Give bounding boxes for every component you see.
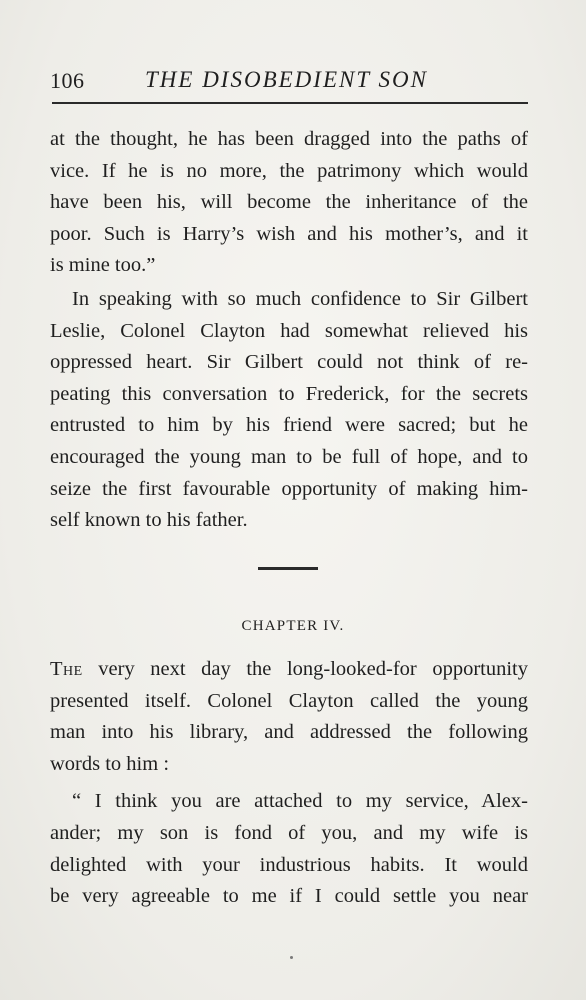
text-line: “ I think you are attached to my service, Alex-	[72, 790, 528, 813]
text-line: oppressed heart. Sir Gilbert could not think of re-	[50, 351, 528, 374]
text-line: poor. Such is Harry’s wish and his mother’s, and it	[50, 222, 528, 245]
text-line: entrusted to him by his friend were sacred; but he	[50, 414, 528, 437]
chapter-divider	[258, 567, 318, 570]
text-line: delighted with your industrious habits. It would	[50, 853, 528, 876]
header-rule	[52, 102, 528, 104]
text-line: In speaking with so much confidence to Sir Gilbert	[72, 288, 528, 310]
paragraph-2	[50, 284, 528, 537]
paragraph-1	[50, 124, 528, 282]
chapter-heading: CHAPTER IV.	[241, 618, 345, 634]
page-number: 106	[50, 68, 85, 93]
text-line: ander; my son is fond of you, and my wife is	[50, 821, 528, 844]
text-line: encouraged the young man to be full of hope, and to	[50, 445, 528, 468]
text-line: self known to his father.	[50, 509, 248, 532]
text-line: have been his, will become the inheritance of the	[50, 191, 528, 214]
text-line: is mine too.”	[50, 254, 156, 277]
running-title: THE DISOBEDIENT SON	[145, 67, 428, 92]
text-line: man into his library, and addressed the following	[50, 721, 528, 744]
drop-word: The	[50, 658, 83, 680]
chapter-text	[50, 654, 528, 913]
text-line: presented itself. Colonel Clayton called the young	[50, 689, 528, 712]
text-line: words to him :	[50, 752, 170, 775]
text-line-opening	[50, 654, 528, 686]
opening-line-rest: very next day the long-looked-for opportunity	[82, 658, 528, 680]
text-line: be very agreeable to me if I could settle you near	[50, 885, 528, 908]
text-line: vice. If he is no more, the patrimony which would	[50, 159, 528, 182]
text-line: at the thought, he has been dragged into the paths of	[50, 128, 528, 150]
text-line: Leslie, Colonel Clayton had somewhat relieved his	[50, 319, 528, 342]
text-line: peating this conversation to Frederick, for the secrets	[50, 382, 528, 405]
page-header	[50, 64, 530, 96]
text-line: seize the first favourable opportunity of making him-	[50, 477, 528, 500]
ink-speck	[290, 956, 293, 959]
